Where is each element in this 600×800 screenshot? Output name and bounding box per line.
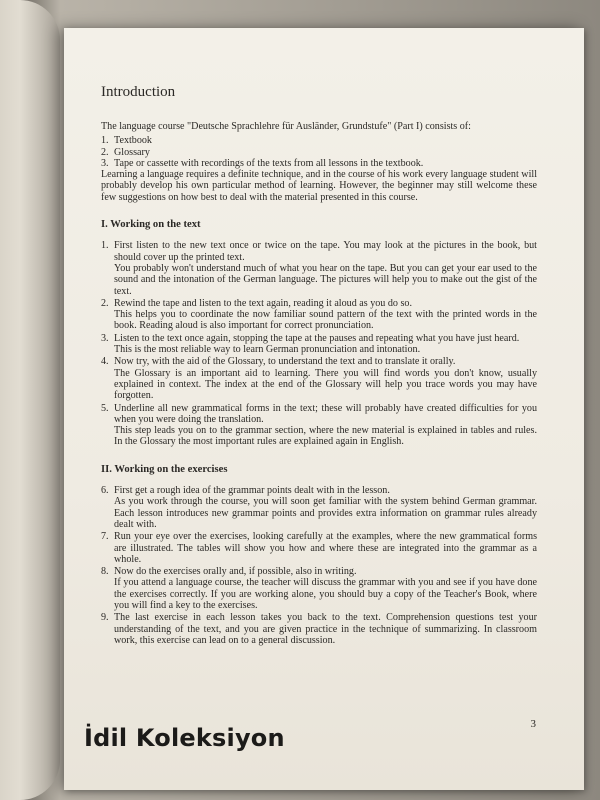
list-number: 1. (101, 135, 109, 147)
list-text: Glossary (114, 146, 150, 158)
component-list (101, 135, 537, 169)
step-item (101, 356, 537, 401)
step-explanation: If you attend a language course, the teacher will discuss the grammar with you and see if you have done the exercises correctly. If you are working alone, you should buy a copy of the Teacher's Book, where you will find a key to the exercises. (114, 577, 537, 611)
section-heading-exercises: II. Working on the exercises (101, 463, 228, 475)
list-item (101, 147, 537, 158)
text-steps-list (101, 240, 537, 447)
step-explanation: This helps you to coordinate the now familiar sound pattern of the text with the printed words in the book. Reading aloud is also important for correct pronunciation. (114, 309, 537, 332)
step-item (101, 298, 537, 332)
list-text: Tape or cassette with recordings of the texts from all lessons in the textbook. (114, 157, 424, 169)
step-instruction: Run your eye over the exercises, looking carefully at the examples, where the new grammatical forms are illustrated. The tables will show you how and where these are integrated into the grammar as a whole. (114, 531, 537, 565)
step-number: 1. (101, 240, 109, 252)
list-text: Textbook (114, 135, 152, 147)
step-item (101, 612, 537, 646)
section-heading-text: I. Working on the text (101, 219, 201, 231)
step-item (101, 240, 537, 296)
step-explanation: This step leads you on to the grammar section, where the new material is explained in tables and rules. In the Glossary the most important rules are explained again in English. (114, 425, 537, 448)
step-instruction: Rewind the tape and listen to the text again, reading it aloud as you do so. (114, 297, 412, 309)
step-explanation: As you work through the course, you will soon get familiar with the system behind German grammar. Each lesson introduces new grammar points and provides extra information on grammar rules already dealt with. (114, 496, 537, 530)
step-item (101, 403, 537, 448)
step-number: 3. (101, 332, 109, 344)
step-item (101, 333, 537, 356)
step-instruction: The last exercise in each lesson takes you back to the text. Comprehension questions test your understanding of the text, and you are given practice in the technique of summarizing. In classroom work, this exercise can lead on to a general discussion. (114, 612, 537, 646)
page-title: Introduction (101, 84, 176, 100)
step-item (101, 566, 537, 611)
watermark-text: İdil Koleksiyon (84, 724, 285, 752)
list-number: 2. (101, 146, 109, 158)
step-number: 2. (101, 297, 109, 309)
list-item (101, 135, 537, 146)
step-number: 7. (101, 531, 109, 543)
step-item (101, 485, 537, 530)
page-content (101, 83, 537, 647)
step-number: 5. (101, 402, 109, 414)
step-instruction: First listen to the new text once or twice on the tape. You may look at the pictures in the book, but should cover up the printed text. (114, 240, 537, 263)
step-explanation: You probably won't understand much of what you hear on the tape. But you can get your ear used to the sound and the intonation of the German language. The pictures will help you to make out the gist of the text. (114, 262, 537, 297)
page-number: 3 (530, 718, 536, 730)
intro-paragraph: Learning a language requires a definite technique, and in the course of his work every language student will probably develop his own particular method of learning. However, the beginner may still welcome these few suggestions on how best to deal with the material presented in this course. (101, 169, 537, 203)
list-item (101, 158, 537, 169)
exercise-steps-list (101, 485, 537, 646)
step-instruction: First get a rough idea of the grammar points dealt with in the lesson. (114, 485, 390, 497)
step-instruction: Listen to the text once again, stopping the tape at the pauses and repeating what you have just heard. (114, 332, 520, 344)
step-instruction: Now do the exercises orally and, if possible, also in writing. (114, 566, 357, 578)
left-page-edge (0, 0, 60, 800)
step-item (101, 531, 537, 565)
step-explanation: This is the most reliable way to learn German pronunciation and intonation. (114, 344, 421, 356)
step-instruction: Now try, with the aid of the Glossary, to understand the text and to translate it orally. (114, 356, 456, 368)
step-instruction: Underline all new grammatical forms in the text; these will probably have created difficulties for you when you were doing the translation. (114, 402, 537, 425)
list-number: 3. (101, 157, 109, 169)
step-number: 4. (101, 356, 109, 368)
step-number: 6. (101, 485, 109, 497)
step-number: 9. (101, 612, 109, 624)
intro-lead: The language course "Deutsche Sprachlehre für Ausländer, Grundstufe" (Part I) consists of: (101, 121, 471, 132)
step-explanation: The Glossary is an important aid to learning. There you will find words you don't know, usually explained in context. The index at the end of the Glossary will help you trace words you may have forgotten. (114, 367, 537, 402)
step-number: 8. (101, 566, 109, 578)
book-page (64, 28, 584, 790)
